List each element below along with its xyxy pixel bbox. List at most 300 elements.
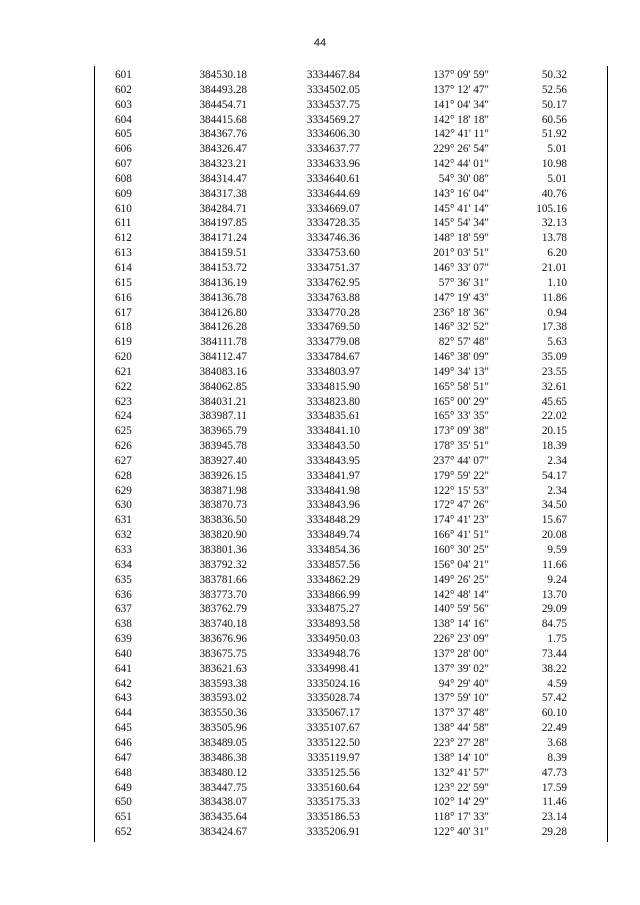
table-row xyxy=(94,291,608,306)
table-row xyxy=(94,513,608,528)
distance-cell: 60.56 xyxy=(541,113,567,126)
distance-cell: 32.61 xyxy=(541,380,567,393)
coordinate-y-cell: 3334823.80 xyxy=(306,395,360,408)
point-number-cell: 631 xyxy=(115,514,132,527)
bearing-angle-cell: 160° 30' 25" xyxy=(433,544,489,556)
bearing-angle-cell: 229° 26' 54" xyxy=(433,143,489,156)
coordinate-x-cell: 383792.32 xyxy=(199,558,247,571)
bearing-angle-cell: 236° 18' 36" xyxy=(433,306,489,319)
coordinate-y-cell: 3334467.84 xyxy=(306,69,360,81)
coordinate-x-cell: 384326.47 xyxy=(199,143,247,156)
table-row xyxy=(94,736,608,751)
bearing-angle-cell: 165° 58' 51" xyxy=(433,380,489,393)
bearing-angle-cell: 179° 59' 22" xyxy=(433,469,489,482)
point-number-cell: 649 xyxy=(115,781,132,794)
coordinate-y-cell: 3334640.61 xyxy=(306,172,360,185)
coordinate-x-cell: 383801.36 xyxy=(199,544,247,556)
bearing-angle-cell: 145° 54' 34" xyxy=(433,217,489,230)
bearing-angle-cell: 142° 44' 01" xyxy=(433,158,489,171)
point-number-cell: 647 xyxy=(115,751,132,764)
coordinate-y-cell: 3334633.96 xyxy=(306,158,360,171)
distance-cell: 84.75 xyxy=(541,618,567,631)
bearing-angle-cell: 237° 44' 07" xyxy=(433,454,489,467)
coordinate-y-cell: 3334606.30 xyxy=(306,128,360,141)
distance-cell: 11.46 xyxy=(542,796,567,809)
point-number-cell: 611 xyxy=(115,217,132,230)
coordinate-y-cell: 3334502.05 xyxy=(306,83,360,96)
point-number-cell: 621 xyxy=(115,365,132,378)
point-number-cell: 604 xyxy=(115,113,132,126)
coordinate-x-cell: 383447.75 xyxy=(199,781,247,794)
coordinate-y-cell: 3334848.29 xyxy=(306,514,360,527)
bearing-angle-cell: 132° 41' 57" xyxy=(433,766,489,779)
coordinate-table xyxy=(94,66,608,842)
bearing-angle-cell: 137° 09' 59" xyxy=(433,69,489,81)
distance-cell: 17.38 xyxy=(541,321,567,334)
distance-cell: 54.17 xyxy=(541,469,567,482)
coordinate-x-cell: 383740.18 xyxy=(199,618,247,631)
table-row xyxy=(94,632,608,647)
point-number-cell: 633 xyxy=(115,544,132,556)
coordinate-x-cell: 383424.67 xyxy=(199,826,247,839)
table-row xyxy=(94,424,608,439)
point-number-cell: 601 xyxy=(115,69,132,81)
bearing-angle-cell: 57° 36' 31" xyxy=(438,276,489,289)
point-number-cell: 628 xyxy=(115,469,132,482)
coordinate-x-cell: 384112.47 xyxy=(199,351,247,364)
distance-cell: 22.49 xyxy=(541,722,567,735)
distance-cell: 13.78 xyxy=(541,232,567,245)
bearing-angle-cell: 138° 14' 16" xyxy=(433,618,489,631)
table-row xyxy=(94,588,608,603)
table-row xyxy=(94,573,608,588)
distance-cell: 2.34 xyxy=(547,484,567,497)
bearing-angle-cell: 138° 14' 10" xyxy=(433,751,489,764)
point-number-cell: 627 xyxy=(115,454,132,467)
bearing-angle-cell: 122° 15' 53" xyxy=(433,484,489,497)
point-number-cell: 637 xyxy=(115,603,132,616)
table-row xyxy=(94,484,608,499)
distance-cell: 18.39 xyxy=(541,440,567,453)
table-body xyxy=(94,68,608,840)
table-row xyxy=(94,647,608,662)
point-number-cell: 632 xyxy=(115,529,132,542)
coordinate-y-cell: 3334644.69 xyxy=(306,187,360,200)
coordinate-x-cell: 383871.98 xyxy=(199,484,247,497)
point-number-cell: 622 xyxy=(115,380,132,393)
coordinate-y-cell: 3334854.36 xyxy=(306,544,360,556)
distance-cell: 20.08 xyxy=(541,529,567,542)
bearing-angle-cell: 166° 41' 51" xyxy=(433,529,489,542)
coordinate-x-cell: 384323.21 xyxy=(199,158,247,171)
distance-cell: 50.17 xyxy=(541,98,567,111)
bearing-angle-cell: 137° 37' 48" xyxy=(433,707,489,720)
distance-cell: 6.20 xyxy=(547,247,567,260)
coordinate-y-cell: 3335206.91 xyxy=(306,826,360,839)
bearing-angle-cell: 174° 41' 23" xyxy=(433,514,489,527)
point-number-cell: 636 xyxy=(115,588,132,601)
point-number-cell: 606 xyxy=(115,143,132,156)
coordinate-x-cell: 383927.40 xyxy=(199,454,247,467)
bearing-angle-cell: 148° 18' 59" xyxy=(433,232,489,245)
bearing-angle-cell: 118° 17' 33" xyxy=(433,811,489,824)
point-number-cell: 608 xyxy=(115,172,132,185)
distance-cell: 105.16 xyxy=(536,202,567,215)
bearing-angle-cell: 137° 59' 10" xyxy=(433,692,489,705)
point-number-cell: 607 xyxy=(115,158,132,171)
point-number-cell: 639 xyxy=(115,633,132,646)
bearing-angle-cell: 226° 23' 09" xyxy=(433,633,489,646)
distance-cell: 3.68 xyxy=(547,736,567,749)
point-number-cell: 635 xyxy=(115,573,132,586)
coordinate-x-cell: 384159.51 xyxy=(199,247,247,260)
table-row xyxy=(94,528,608,543)
distance-cell: 5.01 xyxy=(547,172,567,185)
bearing-angle-cell: 140° 59' 56" xyxy=(433,603,489,616)
coordinate-y-cell: 3334779.08 xyxy=(306,336,360,349)
coordinate-y-cell: 3334948.76 xyxy=(306,647,360,660)
coordinate-x-cell: 383505.96 xyxy=(199,722,247,735)
distance-cell: 2.34 xyxy=(547,454,567,467)
table-row xyxy=(94,246,608,261)
coordinate-x-cell: 384197.85 xyxy=(199,217,247,230)
bearing-angle-cell: 137° 28' 00" xyxy=(433,647,489,660)
distance-cell: 35.09 xyxy=(541,351,567,364)
bearing-angle-cell: 102° 14' 29" xyxy=(433,796,489,809)
table-row xyxy=(94,306,608,321)
bearing-angle-cell: 173° 09' 38" xyxy=(433,425,489,438)
table-row xyxy=(94,751,608,766)
bearing-angle-cell: 141° 04' 34" xyxy=(433,98,489,111)
coordinate-x-cell: 383593.38 xyxy=(199,677,247,690)
point-number-cell: 618 xyxy=(115,321,132,334)
coordinate-y-cell: 3334803.97 xyxy=(306,365,360,378)
coordinate-y-cell: 3334751.37 xyxy=(306,261,360,274)
table-row xyxy=(94,216,608,231)
coordinate-y-cell: 3334843.96 xyxy=(306,499,360,512)
coordinate-x-cell: 383593.02 xyxy=(199,692,247,705)
coordinate-x-cell: 383489.05 xyxy=(199,736,247,749)
coordinate-y-cell: 3335122.50 xyxy=(306,736,360,749)
coordinate-y-cell: 3334841.10 xyxy=(306,425,360,438)
distance-cell: 40.76 xyxy=(541,187,567,200)
distance-cell: 51.92 xyxy=(541,128,567,141)
coordinate-x-cell: 383762.79 xyxy=(199,603,247,616)
coordinate-x-cell: 384493.28 xyxy=(199,83,247,96)
coordinate-x-cell: 383987.11 xyxy=(199,410,247,423)
bearing-angle-cell: 146° 32' 52" xyxy=(433,321,489,334)
coordinate-y-cell: 3334763.88 xyxy=(306,291,360,304)
distance-cell: 11.86 xyxy=(542,291,567,304)
distance-cell: 5.01 xyxy=(547,143,567,156)
bearing-angle-cell: 122° 40' 31" xyxy=(433,826,489,839)
table-row xyxy=(94,335,608,350)
table-row xyxy=(94,810,608,825)
coordinate-y-cell: 3334857.56 xyxy=(306,558,360,571)
distance-cell: 9.59 xyxy=(547,544,567,556)
bearing-angle-cell: 165° 00' 29" xyxy=(433,395,489,408)
distance-cell: 1.10 xyxy=(547,276,567,289)
coordinate-x-cell: 383621.63 xyxy=(199,662,247,675)
coordinate-x-cell: 384171.24 xyxy=(199,232,247,245)
coordinate-y-cell: 3334770.28 xyxy=(306,306,360,319)
point-number-cell: 617 xyxy=(115,306,132,319)
bearing-angle-cell: 94° 29' 40" xyxy=(438,677,489,690)
coordinate-y-cell: 3335028.74 xyxy=(306,692,360,705)
point-number-cell: 603 xyxy=(115,98,132,111)
bearing-angle-cell: 172° 47' 26" xyxy=(433,499,489,512)
bearing-angle-cell: 137° 39' 02" xyxy=(433,662,489,675)
distance-cell: 17.59 xyxy=(541,781,567,794)
bearing-angle-cell: 123° 22' 59" xyxy=(433,781,489,794)
coordinate-x-cell: 383486.38 xyxy=(199,751,247,764)
distance-cell: 57.42 xyxy=(541,692,567,705)
coordinate-y-cell: 3334841.97 xyxy=(306,469,360,482)
coordinate-x-cell: 383836.50 xyxy=(199,514,247,527)
coordinate-x-cell: 384083.16 xyxy=(199,365,247,378)
distance-cell: 15.67 xyxy=(541,514,567,527)
coordinate-x-cell: 384031.21 xyxy=(199,395,247,408)
distance-cell: 32.13 xyxy=(541,217,567,230)
distance-cell: 38.22 xyxy=(541,662,567,675)
coordinate-y-cell: 3334728.35 xyxy=(306,217,360,230)
bearing-angle-cell: 149° 34' 13" xyxy=(433,365,489,378)
point-number-cell: 612 xyxy=(115,232,132,245)
point-number-cell: 634 xyxy=(115,558,132,571)
table-row xyxy=(94,157,608,172)
distance-cell: 13.70 xyxy=(541,588,567,601)
point-number-cell: 643 xyxy=(115,692,132,705)
point-number-cell: 651 xyxy=(115,811,132,824)
point-number-cell: 638 xyxy=(115,618,132,631)
bearing-angle-cell: 82° 57' 48" xyxy=(438,336,489,349)
distance-cell: 45.65 xyxy=(541,395,567,408)
page-number: 44 xyxy=(313,37,327,49)
coordinate-y-cell: 3334769.50 xyxy=(306,321,360,334)
coordinate-x-cell: 383480.12 xyxy=(199,766,247,779)
coordinate-x-cell: 384367.76 xyxy=(199,128,247,141)
coordinate-y-cell: 3334841.98 xyxy=(306,484,360,497)
coordinate-x-cell: 384126.28 xyxy=(199,321,247,334)
coordinate-y-cell: 3335186.53 xyxy=(306,811,360,824)
bearing-angle-cell: 137° 12' 47" xyxy=(433,83,489,96)
coordinate-x-cell: 383781.66 xyxy=(199,573,247,586)
coordinate-x-cell: 383926.15 xyxy=(199,469,247,482)
distance-cell: 11.66 xyxy=(542,558,567,571)
table-row xyxy=(94,677,608,692)
point-number-cell: 645 xyxy=(115,722,132,735)
distance-cell: 20.15 xyxy=(541,425,567,438)
coordinate-y-cell: 3335160.64 xyxy=(306,781,360,794)
table-row xyxy=(94,781,608,796)
table-row xyxy=(94,766,608,781)
point-number-cell: 640 xyxy=(115,647,132,660)
table-row xyxy=(94,172,608,187)
coordinate-y-cell: 3334835.61 xyxy=(306,410,360,423)
coordinate-x-cell: 384314.47 xyxy=(199,172,247,185)
bearing-angle-cell: 201° 03' 51" xyxy=(433,247,489,260)
bearing-angle-cell: 178° 35' 51" xyxy=(433,440,489,453)
table-row xyxy=(94,231,608,246)
point-number-cell: 642 xyxy=(115,677,132,690)
point-number-cell: 614 xyxy=(115,261,132,274)
coordinate-x-cell: 384454.71 xyxy=(199,98,247,111)
bearing-angle-cell: 223° 27' 28" xyxy=(433,736,489,749)
coordinate-y-cell: 3335125.56 xyxy=(306,766,360,779)
bearing-angle-cell: 147° 19' 43" xyxy=(433,291,489,304)
table-row xyxy=(94,276,608,291)
table-row xyxy=(94,558,608,573)
coordinate-x-cell: 384062.85 xyxy=(199,380,247,393)
bearing-angle-cell: 165° 33' 35" xyxy=(433,410,489,423)
point-number-cell: 650 xyxy=(115,796,132,809)
distance-cell: 0.94 xyxy=(547,306,567,319)
coordinate-y-cell: 3335175.33 xyxy=(306,796,360,809)
point-number-cell: 616 xyxy=(115,291,132,304)
coordinate-x-cell: 384284.71 xyxy=(199,202,247,215)
bearing-angle-cell: 138° 44' 58" xyxy=(433,722,489,735)
table-row xyxy=(94,380,608,395)
coordinate-y-cell: 3335107.67 xyxy=(306,722,360,735)
coordinate-y-cell: 3334762.95 xyxy=(306,276,360,289)
table-row xyxy=(94,706,608,721)
table-row xyxy=(94,721,608,736)
table-row xyxy=(94,68,608,83)
table-row xyxy=(94,83,608,98)
coordinate-x-cell: 383676.96 xyxy=(199,633,247,646)
point-number-cell: 646 xyxy=(115,736,132,749)
distance-cell: 52.56 xyxy=(541,83,567,96)
point-number-cell: 615 xyxy=(115,276,132,289)
table-row xyxy=(94,320,608,335)
bearing-angle-cell: 149° 26' 25" xyxy=(433,573,489,586)
table-row xyxy=(94,543,608,558)
point-number-cell: 613 xyxy=(115,247,132,260)
distance-cell: 34.50 xyxy=(541,499,567,512)
bearing-angle-cell: 54° 30' 08" xyxy=(438,172,489,185)
table-row xyxy=(94,469,608,484)
coordinate-x-cell: 383965.79 xyxy=(199,425,247,438)
point-number-cell: 630 xyxy=(115,499,132,512)
coordinate-y-cell: 3334537.75 xyxy=(306,98,360,111)
point-number-cell: 605 xyxy=(115,128,132,141)
table-row xyxy=(94,409,608,424)
table-row xyxy=(94,691,608,706)
distance-cell: 47.73 xyxy=(541,766,567,779)
table-row xyxy=(94,617,608,632)
table-row xyxy=(94,662,608,677)
table-row xyxy=(94,142,608,157)
point-number-cell: 624 xyxy=(115,410,132,423)
coordinate-x-cell: 384126.80 xyxy=(199,306,247,319)
distance-cell: 60.10 xyxy=(541,707,567,720)
distance-cell: 4.59 xyxy=(547,677,567,690)
coordinate-x-cell: 383438.07 xyxy=(199,796,247,809)
point-number-cell: 641 xyxy=(115,662,132,675)
bearing-angle-cell: 145° 41' 14" xyxy=(433,202,489,215)
point-number-cell: 644 xyxy=(115,707,132,720)
coordinate-x-cell: 384111.78 xyxy=(200,336,247,349)
coordinate-y-cell: 3334784.67 xyxy=(306,351,360,364)
distance-cell: 5.63 xyxy=(547,336,567,349)
point-number-cell: 602 xyxy=(115,83,132,96)
table-row xyxy=(94,602,608,617)
coordinate-y-cell: 3334815.90 xyxy=(306,380,360,393)
bearing-angle-cell: 146° 33' 07" xyxy=(433,261,489,274)
bearing-angle-cell: 146° 38' 09" xyxy=(433,351,489,364)
coordinate-x-cell: 383435.64 xyxy=(199,811,247,824)
table-row xyxy=(94,350,608,365)
coordinate-x-cell: 383820.90 xyxy=(199,529,247,542)
table-row xyxy=(94,261,608,276)
coordinate-y-cell: 3334669.07 xyxy=(306,202,360,215)
bearing-angle-cell: 143° 16' 04" xyxy=(433,187,489,200)
coordinate-y-cell: 3334843.95 xyxy=(306,454,360,467)
coordinate-y-cell: 3334746.36 xyxy=(306,232,360,245)
bearing-angle-cell: 156° 04' 21" xyxy=(433,558,489,571)
table-row xyxy=(94,825,608,840)
table-row xyxy=(94,498,608,513)
bearing-angle-cell: 142° 18' 18" xyxy=(433,113,489,126)
bearing-angle-cell: 142° 41' 11" xyxy=(433,128,489,141)
distance-cell: 10.98 xyxy=(541,158,567,171)
table-row xyxy=(94,795,608,810)
point-number-cell: 625 xyxy=(115,425,132,438)
coordinate-x-cell: 384530.18 xyxy=(199,69,247,81)
table-row xyxy=(94,127,608,142)
coordinate-y-cell: 3335067.17 xyxy=(306,707,360,720)
table-row xyxy=(94,439,608,454)
coordinate-y-cell: 3334569.27 xyxy=(306,113,360,126)
point-number-cell: 648 xyxy=(115,766,132,779)
distance-cell: 21.01 xyxy=(541,261,567,274)
coordinate-y-cell: 3334849.74 xyxy=(306,529,360,542)
point-number-cell: 652 xyxy=(115,826,132,839)
distance-cell: 29.28 xyxy=(541,826,567,839)
bearing-angle-cell: 142° 48' 14" xyxy=(433,588,489,601)
coordinate-x-cell: 384136.19 xyxy=(199,276,247,289)
table-row xyxy=(94,395,608,410)
table-row xyxy=(94,187,608,202)
distance-cell: 23.14 xyxy=(541,811,567,824)
coordinate-y-cell: 3334753.60 xyxy=(306,247,360,260)
distance-cell: 73.44 xyxy=(541,647,567,660)
table-row xyxy=(94,202,608,217)
point-number-cell: 610 xyxy=(115,202,132,215)
coordinate-y-cell: 3334862.29 xyxy=(306,573,360,586)
point-number-cell: 626 xyxy=(115,440,132,453)
distance-cell: 8.39 xyxy=(547,751,567,764)
coordinate-y-cell: 3335024.16 xyxy=(306,677,360,690)
distance-cell: 1.75 xyxy=(547,633,567,646)
point-number-cell: 620 xyxy=(115,351,132,364)
table-row xyxy=(94,365,608,380)
coordinate-y-cell: 3334998.41 xyxy=(306,662,360,675)
coordinate-x-cell: 384415.68 xyxy=(199,113,247,126)
coordinate-x-cell: 384153.72 xyxy=(199,261,247,274)
point-number-cell: 609 xyxy=(115,187,132,200)
point-number-cell: 629 xyxy=(115,484,132,497)
table-row xyxy=(94,98,608,113)
coordinate-x-cell: 383773.70 xyxy=(199,588,247,601)
coordinate-y-cell: 3334866.99 xyxy=(306,588,360,601)
distance-cell: 29.09 xyxy=(541,603,567,616)
distance-cell: 22.02 xyxy=(541,410,567,423)
coordinate-y-cell: 3335119.97 xyxy=(307,751,360,764)
distance-cell: 9.24 xyxy=(547,573,567,586)
point-number-cell: 619 xyxy=(115,336,132,349)
coordinate-x-cell: 383675.75 xyxy=(199,647,247,660)
